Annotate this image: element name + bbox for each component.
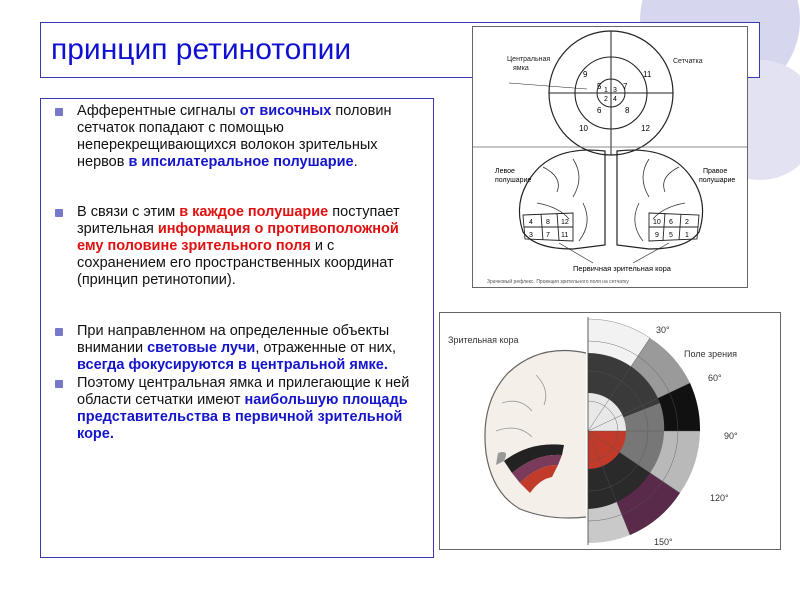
angle-label: 60° xyxy=(708,373,722,383)
left-cortex-number: 7 xyxy=(546,232,550,239)
bullet-text: . xyxy=(353,154,358,170)
label-fovea-line1: Центральная xyxy=(507,56,551,63)
bullet-text: В связи с этим xyxy=(77,204,180,220)
label-retina: Сетчатка xyxy=(673,58,703,65)
visual-field-diagram xyxy=(440,313,780,549)
cortex-pointer-left xyxy=(559,243,593,263)
retina-number: 6 xyxy=(597,106,602,115)
angle-label: 90° xyxy=(724,431,738,441)
right-hemisphere-outline xyxy=(617,150,703,249)
highlight-each-hemisphere: в каждое полушарие xyxy=(179,204,329,220)
bullet-text: поступает зрительная xyxy=(77,204,400,237)
highlight-light-rays: световые лучи xyxy=(147,340,256,356)
retina-number: 10 xyxy=(579,124,588,133)
left-cortex-number: 4 xyxy=(529,219,533,226)
content-box xyxy=(40,98,434,558)
right-cortex-number: 2 xyxy=(685,219,689,226)
bullet-text: Поэтому центральная ямка и прилегающие к ней области сетчатки имеют xyxy=(77,375,410,408)
retina-number: 11 xyxy=(643,70,652,79)
angle-label: 30° xyxy=(656,325,670,335)
bullet-item-hemisphere xyxy=(49,204,419,289)
label-right-hemisphere-line1: Правое xyxy=(703,168,728,175)
angle-label: 150° xyxy=(654,537,673,547)
slide-title: принцип ретинотопии xyxy=(51,33,352,66)
visual-field-figure xyxy=(439,312,781,550)
retina-number: 3 xyxy=(613,87,617,94)
label-visual-field: Поле зрения xyxy=(684,349,738,359)
retina-number: 5 xyxy=(597,82,602,91)
retina-number: 1 xyxy=(604,87,608,94)
right-cortex-number: 6 xyxy=(669,219,673,226)
bullet-text: Афферентные сигналы xyxy=(77,103,240,119)
label-visual-cortex: Зрительная кора xyxy=(448,335,519,345)
bullet-text: , отраженные от них, xyxy=(255,340,396,356)
label-left-hemisphere-line1: Левое xyxy=(495,168,515,175)
right-sulci xyxy=(635,159,685,241)
right-cortex-number: 1 xyxy=(685,232,689,239)
bullet-item-representation xyxy=(49,375,419,443)
brain-outline xyxy=(485,351,586,519)
bullet-item-afferent xyxy=(49,103,419,171)
angle-label: 120° xyxy=(710,493,729,503)
bullet-list xyxy=(49,103,419,443)
label-fovea-line2: ямка xyxy=(513,65,529,72)
left-cortex-number: 11 xyxy=(561,232,569,239)
right-cortex-number: 9 xyxy=(655,232,659,239)
bullet-text: половин сетчаток попадают с помощью неперекрещивающихся волокон зрительных нервов xyxy=(77,103,392,170)
label-left-hemisphere-line2: полушарие xyxy=(495,177,532,184)
retina-number: 2 xyxy=(604,96,608,103)
highlight-temporal: от височных xyxy=(239,103,332,119)
retina-number: 12 xyxy=(641,124,650,133)
left-sulci xyxy=(537,159,587,241)
right-cortex-number: 5 xyxy=(669,232,673,239)
retina-projection-diagram xyxy=(473,27,747,287)
highlight-largest-area: наибольшую площадь представительства в первичной зрительной коре. xyxy=(77,392,408,442)
left-cortex-number: 8 xyxy=(546,219,550,226)
retina-projection-figure xyxy=(472,26,748,288)
highlight-ipsilateral: в ипсилатеральное полушарие xyxy=(128,154,354,170)
retina-number: 8 xyxy=(625,106,630,115)
bullet-text: При направленном на определенные объекты внимании xyxy=(77,323,390,356)
left-cortex-number: 12 xyxy=(561,219,569,226)
left-cortex-number: 3 xyxy=(529,232,533,239)
bullet-item-attention xyxy=(49,323,419,374)
bullet-text: и с сохранением его пространственных координат (принцип ретинотопии). xyxy=(77,238,394,288)
label-right-hemisphere-line2: полушарие xyxy=(699,177,736,184)
highlight-opposite-half: информация о противоположной ему половине зрительного поля xyxy=(77,221,399,254)
retina-number: 9 xyxy=(583,70,588,79)
retina-number: 4 xyxy=(613,96,617,103)
label-primary-cortex: Первичная зрительная кора xyxy=(573,264,671,273)
right-cortex-number: 10 xyxy=(653,219,661,226)
figure-caption: Зрачковый рефлекс. Проекция зрительного поля на сетчатку xyxy=(487,279,629,285)
cortex-pointer-right xyxy=(633,243,669,263)
retina-number: 7 xyxy=(623,82,628,91)
highlight-fovea-focus: всегда фокусируются в центральной ямке. xyxy=(77,357,388,373)
